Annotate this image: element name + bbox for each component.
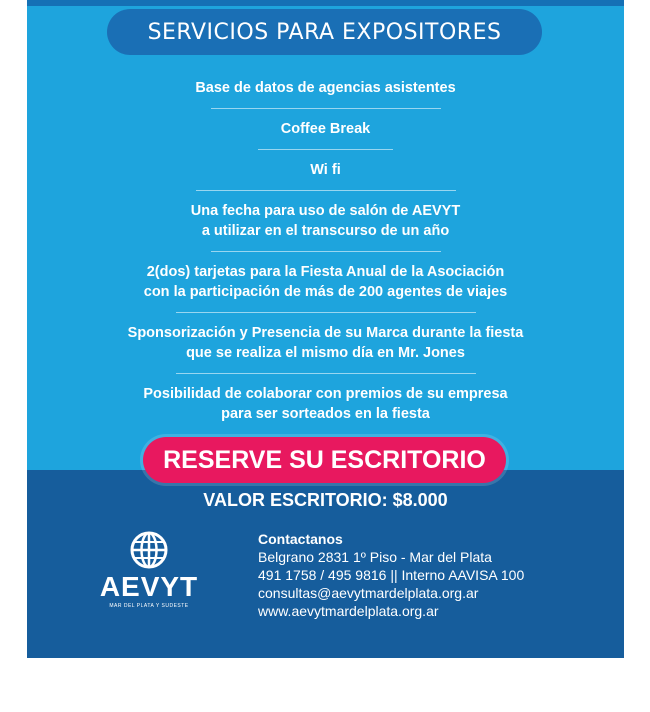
top-strip — [27, 0, 624, 6]
price-label: VALOR ESCRITORIO: $8.000 — [203, 490, 448, 510]
contact-block — [258, 530, 524, 620]
logo-subtitle: MAR DEL PLATA Y SUDESTE — [109, 603, 189, 609]
contact-phone: 491 1758 / 495 9816 || Interno AAVISA 100 — [258, 567, 525, 583]
page-title: SERVICIOS PARA EXPOSITORES — [107, 9, 542, 55]
contact-website[interactable]: www.aevytmardelplata.org.ar — [258, 603, 439, 619]
service-line: Una fecha para uso de salón de AEVYT — [190, 203, 461, 219]
divider — [211, 108, 441, 109]
service-line: a utilizar en el transcurso de un año — [201, 223, 450, 239]
aevyt-logo — [89, 530, 209, 609]
divider — [258, 149, 393, 150]
globe-icon — [129, 530, 169, 570]
reserve-button[interactable]: RESERVE SU ESCRITORIO — [143, 437, 506, 483]
divider — [196, 190, 456, 191]
service-line: Sponsorización y Presencia de su Marca durante la fiesta — [127, 325, 524, 341]
service-item — [27, 384, 624, 424]
contact-email[interactable]: consultas@aevytmardelplata.org.ar — [258, 585, 479, 601]
service-line: 2(dos) tarjetas para la Fiesta Anual de la Asociación — [146, 264, 505, 280]
service-item — [27, 201, 624, 241]
service-item — [27, 119, 624, 139]
service-line: con la participación de más de 200 agentes de viajes — [143, 284, 508, 300]
divider — [211, 251, 441, 252]
service-line: Coffee Break — [280, 121, 371, 137]
flyer — [27, 0, 624, 658]
contact-title: Contactanos — [258, 531, 343, 547]
services-list — [27, 78, 624, 424]
divider — [176, 312, 476, 313]
logo-name: AEVYT — [99, 571, 199, 602]
service-item — [27, 78, 624, 98]
service-item — [27, 323, 624, 363]
service-line: Wi fi — [310, 162, 341, 178]
service-item — [27, 160, 624, 180]
service-line: para ser sorteados en la fiesta — [221, 406, 430, 422]
service-item — [27, 262, 624, 302]
service-line: que se realiza el mismo día en Mr. Jones — [186, 345, 465, 361]
service-line: Base de datos de agencias asistentes — [195, 80, 456, 96]
contact-address: Belgrano 2831 1º Piso - Mar del Plata — [258, 549, 492, 565]
divider — [176, 373, 476, 374]
service-line: Posibilidad de colaborar con premios de su empresa — [143, 386, 508, 402]
